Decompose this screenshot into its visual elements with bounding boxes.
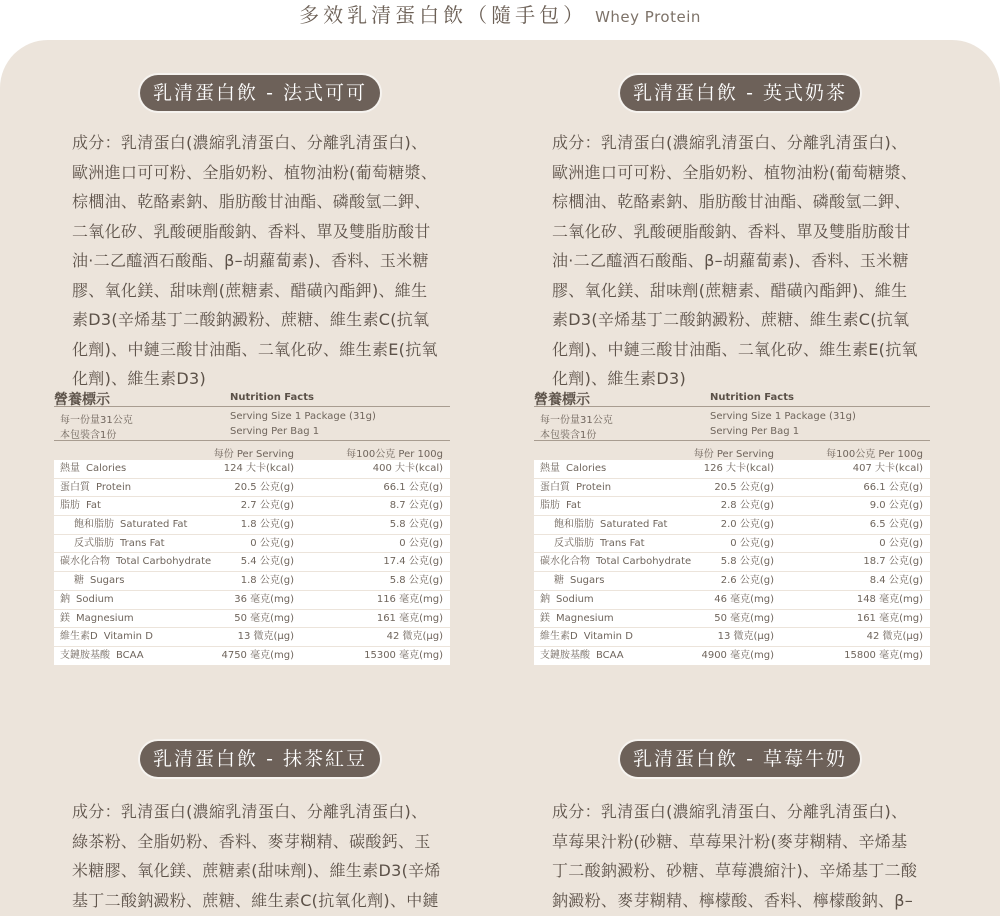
nutrient-label	[60, 479, 131, 498]
nutrient-name-zh: 反式脂肪	[74, 537, 114, 549]
nutrient-name-en: Fat	[566, 500, 581, 512]
nutrient-name-en: Vitamin D	[583, 631, 633, 643]
nutrition-title-zh: 營養標示	[534, 392, 590, 408]
per-100g-value: 18.7 公克(g)	[863, 556, 923, 568]
serving-info	[54, 407, 450, 441]
servings-per-pack-zh: 本包裝含1份	[540, 430, 597, 441]
per-serving-value: 2.7 公克(g)	[240, 500, 294, 512]
nutrient-label	[554, 516, 667, 535]
ingredients-text	[72, 797, 472, 915]
nutrient-label	[74, 572, 124, 591]
nutrient-label	[74, 516, 187, 535]
nutrient-label	[540, 497, 581, 516]
serving-size-zh: 每一份量31公克	[540, 415, 613, 426]
servings-per-pack-en: Serving Per Bag 1	[230, 426, 320, 437]
nutrient-name-en: Fat	[86, 500, 101, 512]
nutrient-name-en: Vitamin D	[103, 631, 153, 643]
per-100g-header: 每100公克 Per 100g	[346, 449, 443, 460]
product-name-pill: 乳清蛋白飲 - 法式可可	[140, 75, 380, 111]
nutrient-name-en: Trans Fat	[600, 537, 645, 549]
nutrient-name-en: Total Carbohydrate	[596, 556, 692, 568]
per-serving-value: 13 微克(μg)	[237, 631, 294, 643]
nutrient-label	[60, 610, 134, 629]
nutrient-label	[540, 591, 594, 610]
per-100g-value: 66.1 公克(g)	[863, 481, 923, 493]
nutrient-name-zh: 脂肪	[60, 500, 80, 512]
nutrition-row	[54, 497, 450, 516]
ingredient-line: 二氧化矽、乳酸硬脂酸鈉、香料、單及雙脂肪酸甘	[552, 221, 911, 241]
nutrient-name-en: BCAA	[116, 649, 144, 661]
per-100g-value: 0 公克(g)	[399, 537, 443, 549]
nutrient-name-en: Saturated Fat	[120, 519, 188, 531]
per-serving-value: 4750 毫克(mg)	[221, 649, 294, 661]
nutrition-row	[534, 516, 930, 535]
nutrient-name-zh: 維生素D	[540, 631, 578, 643]
ingredient-line: 油·二乙醯酒石酸酯、β–胡蘿蔔素)、香料、玉米糖	[72, 251, 429, 270]
per-serving-value: 50 毫克(mg)	[234, 612, 294, 624]
ingredient-line: 膠、氧化鎂、甜味劑(蔗糖素、醋磺內酯鉀)、維生	[72, 280, 428, 300]
nutrient-name-en: Total Carbohydrate	[116, 556, 212, 568]
nutrient-name-en: Sodium	[556, 593, 594, 605]
nutrient-name-zh: 碳水化合物	[60, 556, 110, 568]
page-title-en: Whey Protein	[595, 8, 701, 26]
nutrient-name-zh: 維生素D	[60, 631, 98, 643]
nutrition-row	[54, 553, 450, 572]
ingredient-line: 成分：乳清蛋白(濃縮乳清蛋白、分離乳清蛋白)、	[552, 133, 908, 152]
page-title	[0, 0, 1000, 34]
ingredient-line: 成分：乳清蛋白(濃縮乳清蛋白、分離乳清蛋白)、	[72, 133, 428, 152]
ingredient-line: 歐洲進口可可粉、全脂奶粉、植物油粉(葡萄糖漿、	[72, 162, 438, 182]
per-serving-value: 126 大卡(kcal)	[703, 463, 774, 474]
per-100g-value: 0 公克(g)	[879, 537, 923, 549]
ingredient-line: 棕櫚油、乾酪素鈉、脂肪酸甘油酯、磷酸氫二鉀、	[72, 192, 431, 211]
ingredient-line: 丁二酸鈉澱粉、砂糖、草莓濃縮汁)、辛烯基丁二酸	[552, 861, 918, 880]
per-serving-value: 124 大卡(kcal)	[223, 463, 294, 474]
nutrition-row	[534, 497, 930, 516]
nutrient-name-zh: 支鏈胺基酸	[60, 649, 110, 661]
ingredient-line: 化劑)、中鏈三酸甘油酯、二氧化矽、維生素E(抗氧	[72, 339, 438, 359]
per-100g-header: 每100公克 Per 100g	[826, 449, 923, 460]
per-serving-value: 1.8 公克(g)	[240, 519, 294, 531]
per-serving-value: 0 公克(g)	[730, 537, 774, 549]
nutrient-name-en: Trans Fat	[120, 537, 165, 549]
nutrient-name-zh: 脂肪	[540, 500, 560, 512]
ingredient-line: 歐洲進口可可粉、全脂奶粉、植物油粉(葡萄糖漿、	[552, 162, 918, 182]
servings-per-pack-zh: 本包裝含1份	[60, 430, 117, 441]
column-headers	[534, 441, 930, 460]
nutrient-label	[60, 553, 211, 572]
nutrient-label	[540, 479, 611, 498]
nutrient-label	[554, 572, 604, 591]
product-name-pill: 乳清蛋白飲 - 抹茶紅豆	[140, 741, 380, 777]
ingredient-line: 油·二乙醯酒石酸酯、β–胡蘿蔔素)、香料、玉米糖	[552, 251, 909, 270]
ingredient-line: 素D3(辛烯基丁二酸鈉澱粉、蔗糖、維生素C(抗氧	[72, 310, 430, 329]
nutrition-title-zh: 營養標示	[54, 392, 110, 408]
nutrition-row	[534, 647, 930, 666]
per-100g-value: 42 微克(μg)	[386, 631, 443, 643]
ingredient-line: 草莓果汁粉(砂糖、草莓果汁粉(麥芽糊精、辛烯基	[552, 831, 908, 851]
nutrient-name-zh: 鈉	[540, 593, 550, 605]
nutrition-row	[54, 628, 450, 647]
per-100g-value: 15300 毫克(mg)	[364, 649, 443, 661]
nutrient-name-zh: 飽和脂肪	[74, 519, 114, 531]
nutrition-row	[534, 535, 930, 554]
per-100g-value: 407 大卡(kcal)	[852, 463, 923, 474]
per-serving-header: 每份 Per Serving	[693, 449, 774, 460]
nutrient-name-zh: 蛋白質	[60, 481, 90, 493]
ingredient-line: 鈉澱粉、麥芽糊精、檸檬酸、香料、檸檬酸鈉、β–	[552, 890, 914, 910]
nutrition-row	[534, 479, 930, 498]
ingredient-line: 基丁二酸鈉澱粉、蔗糖、維生素C(抗氧化劑)、中鏈	[72, 890, 439, 910]
ingredient-line: 棕櫚油、乾酪素鈉、脂肪酸甘油酯、磷酸氫二鉀、	[552, 192, 911, 211]
nutrient-label	[554, 535, 645, 554]
ingredient-line: 米糖膠、氧化鎂、蔗糖素(甜味劑)、維生素D3(辛烯	[72, 861, 441, 880]
per-serving-value: 2.0 公克(g)	[720, 519, 774, 531]
serving-size-en: Serving Size 1 Package (31g)	[230, 411, 376, 422]
nutrient-name-zh: 熱量	[60, 463, 80, 474]
nutrition-header	[54, 389, 450, 407]
ingredients-text	[552, 128, 952, 394]
nutrition-row	[54, 479, 450, 498]
per-serving-value: 36 毫克(mg)	[234, 593, 294, 605]
nutrient-name-zh: 蛋白質	[540, 481, 570, 493]
nutrition-row	[534, 553, 930, 572]
nutrition-row	[534, 572, 930, 591]
serving-info	[534, 407, 930, 441]
nutrient-label	[540, 460, 606, 479]
per-100g-value: 9.0 公克(g)	[869, 500, 923, 512]
nutrition-row	[54, 516, 450, 535]
ingredient-line: 素D3(辛烯基丁二酸鈉澱粉、蔗糖、維生素C(抗氧	[552, 310, 910, 329]
per-100g-value: 161 毫克(mg)	[856, 612, 923, 624]
nutrition-row	[54, 610, 450, 629]
nutrient-name-en: Calories	[86, 463, 127, 474]
per-serving-value: 2.6 公克(g)	[720, 575, 774, 587]
serving-size-en: Serving Size 1 Package (31g)	[710, 411, 856, 422]
nutrient-name-en: Sugars	[570, 575, 605, 587]
per-100g-value: 17.4 公克(g)	[383, 556, 443, 568]
per-serving-header: 每份 Per Serving	[213, 449, 294, 460]
per-100g-value: 5.8 公克(g)	[389, 575, 443, 587]
nutrition-row	[54, 460, 450, 479]
ingredients-text	[552, 797, 952, 915]
nutrient-name-en: Sugars	[90, 575, 125, 587]
nutrient-label	[540, 647, 624, 666]
nutrient-label	[60, 628, 153, 647]
nutrient-name-en: Protein	[96, 481, 132, 493]
nutrient-name-en: Magnesium	[556, 612, 614, 624]
per-100g-value: 15800 毫克(mg)	[844, 649, 923, 661]
nutrition-table	[54, 389, 450, 666]
nutrient-name-zh: 糖	[74, 575, 84, 587]
ingredient-line: 綠茶粉、全脂奶粉、香料、麥芽糊精、碳酸鈣、玉	[72, 831, 431, 851]
nutrient-label	[60, 591, 114, 610]
nutrient-label	[540, 553, 691, 572]
nutrient-name-en: Saturated Fat	[600, 519, 668, 531]
per-100g-value: 66.1 公克(g)	[383, 481, 443, 493]
nutrient-name-en: Calories	[566, 463, 607, 474]
per-100g-value: 400 大卡(kcal)	[372, 463, 443, 474]
per-100g-value: 5.8 公克(g)	[389, 519, 443, 531]
nutrient-label	[74, 535, 165, 554]
per-100g-value: 42 微克(μg)	[866, 631, 923, 643]
nutrition-table	[534, 389, 930, 666]
ingredient-line: 成分：乳清蛋白(濃縮乳清蛋白、分離乳清蛋白)、	[552, 802, 908, 821]
nutrition-row	[534, 610, 930, 629]
nutrition-title-en: Nutrition Facts	[710, 392, 794, 403]
ingredient-line: 化劑)、維生素D3)	[552, 369, 686, 388]
nutrition-row	[54, 535, 450, 554]
nutrition-row	[534, 591, 930, 610]
nutrition-row	[534, 460, 930, 479]
per-100g-value: 8.7 公克(g)	[389, 500, 443, 512]
nutrient-name-en: BCAA	[596, 649, 624, 661]
per-serving-value: 50 毫克(mg)	[714, 612, 774, 624]
nutrient-name-en: Protein	[576, 481, 612, 493]
nutrient-label	[540, 628, 633, 647]
nutrient-name-zh: 鈉	[60, 593, 70, 605]
nutrient-name-zh: 糖	[554, 575, 564, 587]
ingredient-line: 膠、氧化鎂、甜味劑(蔗糖素、醋磺內酯鉀)、維生	[552, 280, 908, 300]
per-serving-value: 46 毫克(mg)	[714, 593, 774, 605]
per-serving-value: 20.5 公克(g)	[234, 481, 294, 493]
nutrient-name-en: Magnesium	[76, 612, 134, 624]
nutrition-row	[54, 591, 450, 610]
nutrient-name-zh: 支鏈胺基酸	[540, 649, 590, 661]
serving-size-zh: 每一份量31公克	[60, 415, 133, 426]
per-serving-value: 20.5 公克(g)	[714, 481, 774, 493]
per-serving-value: 13 微克(μg)	[717, 631, 774, 643]
product-name-pill: 乳清蛋白飲 - 草莓牛奶	[620, 741, 860, 777]
per-100g-value: 161 毫克(mg)	[376, 612, 443, 624]
ingredient-line: 化劑)、維生素D3)	[72, 369, 206, 388]
per-100g-value: 8.4 公克(g)	[869, 575, 923, 587]
nutrient-label	[60, 497, 101, 516]
per-serving-value: 1.8 公克(g)	[240, 575, 294, 587]
nutrient-label	[540, 610, 614, 629]
ingredients-text	[72, 128, 472, 394]
ingredient-line: 二氧化矽、乳酸硬脂酸鈉、香料、單及雙脂肪酸甘	[72, 221, 431, 241]
nutrient-name-zh: 鎂	[540, 612, 550, 624]
per-serving-value: 5.4 公克(g)	[240, 556, 294, 568]
ingredient-line: 化劑)、中鏈三酸甘油酯、二氧化矽、維生素E(抗氧	[552, 339, 918, 359]
nutrient-name-zh: 碳水化合物	[540, 556, 590, 568]
product-name-pill: 乳清蛋白飲 - 英式奶茶	[620, 75, 860, 111]
ingredient-line: 成分：乳清蛋白(濃縮乳清蛋白、分離乳清蛋白)、	[72, 802, 428, 821]
per-100g-value: 148 毫克(mg)	[856, 593, 923, 605]
nutrition-title-en: Nutrition Facts	[230, 392, 314, 403]
nutrient-label	[60, 460, 126, 479]
nutrition-row	[534, 628, 930, 647]
column-headers	[54, 441, 450, 460]
per-serving-value: 0 公克(g)	[250, 537, 294, 549]
nutrient-name-zh: 鎂	[60, 612, 70, 624]
nutrient-name-zh: 飽和脂肪	[554, 519, 594, 531]
per-serving-value: 5.8 公克(g)	[720, 556, 774, 568]
nutrition-row	[54, 572, 450, 591]
servings-per-pack-en: Serving Per Bag 1	[710, 426, 800, 437]
per-100g-value: 116 毫克(mg)	[376, 593, 443, 605]
per-serving-value: 4900 毫克(mg)	[701, 649, 774, 661]
per-100g-value: 6.5 公克(g)	[869, 519, 923, 531]
per-serving-value: 2.8 公克(g)	[720, 500, 774, 512]
nutrition-header	[534, 389, 930, 407]
nutrition-row	[54, 647, 450, 666]
nutrient-name-zh: 反式脂肪	[554, 537, 594, 549]
page-title-zh: 多效乳清蛋白飲（隨手包）	[299, 3, 588, 27]
nutrient-name-zh: 熱量	[540, 463, 560, 474]
nutrient-label	[60, 647, 144, 666]
nutrient-name-en: Sodium	[76, 593, 114, 605]
